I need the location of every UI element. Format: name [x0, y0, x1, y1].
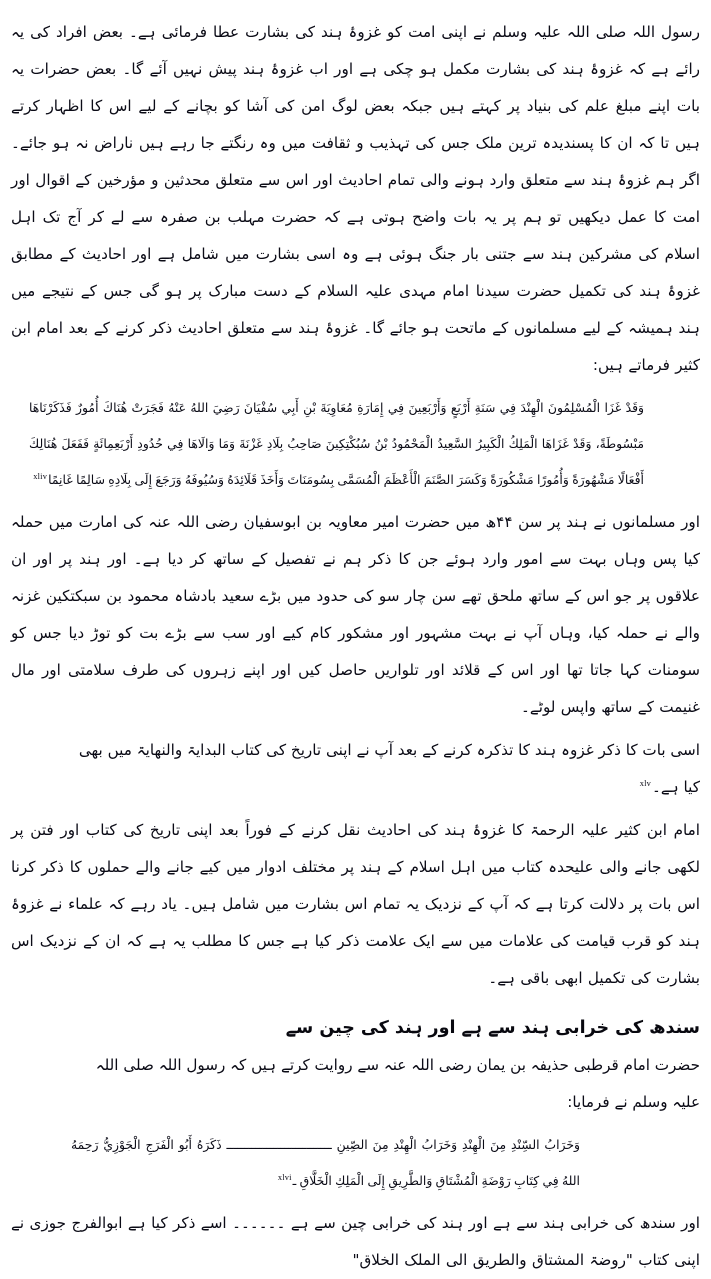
- paragraph-translation-2: اور سندھ کی خرابی ہند سے ہے اور ہند کی خرابی چین سے ہے ۔۔۔۔۔۔ اسے ذکر کیا ہے ابوالفرج جوزی نے اپنی کتاب "روضۃ المشتاق والطریق الی الملک الخلاق": [11, 1214, 700, 1269]
- arabic-quotation-ibn-kathir: [11, 390, 700, 498]
- narration-introduction: حضرت امام قرطبی حذیفہ بن یمان رضی اللہ عنہ سے روایت کرتے ہیں کہ رسول اللہ صلی اللہ علیہ وسلم نے فرمایا:: [95, 1056, 700, 1111]
- paragraph-intro: رسول اللہ صلی اللہ علیہ وسلم نے اپنی امت کو غزوۂ ہند کی بشارت عطا فرمائی ہے۔ بعض افراد کی یہ رائے ہے کہ غزوۂ ہند کی بشارت مکمل ہو چکی ہے اور اب غزوۂ ہند پیش نہیں آئے گا۔ بعض حضرات یہ بات اپنے مبلغ علم کی بنیاد پر کہتے ہیں جبکہ بعض لوگ امن کی آشا کو بچانے کے لیے اس کا اظہار کرتے ہیں تا کہ ان کا پسندیدہ ترین ملک جس کی تہذیب و ثقافت میں وہ رنگتے جا رہے ہیں ناراض نہ ہو جائے۔ اگر ہم غزوۂ ہند سے متعلق وارد ہونے والی تمام احادیث اور اس سے متعلق محدثین و مؤرخین کے اقوال اور امت کا عمل دیکھیں تو ہم پر یہ بات واضح ہوتی ہے کہ حضرت مہلب بن صفرہ سے لے کر آج تک اہل اسلام کی مشرکین ہند سے جتنی بار جنگ ہوئی ہے وہ اسی بشارت میں شامل ہے اور احادیث کے مطابق غزوۂ ہند کی تکمیل حضرت سیدنا امام مہدی علیہ السلام کے دست مبارک پر ہو گی جس کے نتیجے میں ہند ہمیشہ کے لیے مسلمانوں کے ماتحت ہو جائے گا۔ غزوۂ ہند سے متعلق احادیث ذکر کرنے کے بعد امام ابن کثیر فرماتے ہیں:: [11, 23, 700, 374]
- arabic-quotation-text: وَخَرَابُ السِّنْدِ مِنَ الْهِنْدِ وَخَرَابُ الْهِنْدِ مِنَ الصِّينِ ـــــــــــــــــــــــــــــ ذَكَرَهُ أَبُو الْفَرَجِ الْجَوْزِيُّ رَحِمَهُ اللهُ فِي كِتَابِ رَوْضَةِ الْمُشْتَاقِ وَالطَّرِيقِ إِلَى الْمَلِكِ الْخَلَّاقِ ـ: [71, 1137, 580, 1188]
- arabic-quotation-qurtubi: [11, 1127, 700, 1199]
- paragraph-translation-1: اور مسلمانوں نے ہند پر سن ۴۴ھ میں حضرت امیر معاویہ بن ابوسفیان رضی اللہ عنہ کی امارت میں حملہ کیا پس وہاں بہت سے امور وارد ہوئے جن کا ذکر ہم نے تفصیل کے ساتھ کر دیا ہے۔ اور ہند پر اور ان علاقوں پر جو اس کے ساتھ ملحق تھے سن چار سو کی حدود میں بڑے سعید بادشاہ محمود بن سبکتکین غزنہ والے نے حملہ کیا، وہاں آپ نے بہت مشہور اور مشکور کام کیے اور سب سے بڑے بت کو توڑ دیا جس کو سومنات کہا جاتا تھا اور اس کے قلائد اور تلواریں حاصل کیں اور اپنے زہروں کی طرف سلامتی اور مال غنیمت کے ساتھ واپس لوٹے۔: [11, 513, 700, 716]
- paragraph-commentary: امام ابن کثیر علیہ الرحمۃ کا غزوۂ ہند کی احادیث نقل کرنے کے فوراً بعد اپنی تاریخ کی کتاب اور فتن پر لکھی جانے والی علیحدہ کتاب میں اہل اسلام کے ہند پر مختلف ادوار میں کیے جانے والے حملوں کا ذکر کرنا اس بات پر دلالت کرتا ہے کہ آپ کے نزدیک یہ تمام اس بشارت میں شامل ہیں۔ یاد رہے کہ علماء نے غزوۂ ہند کو قرب قیامت کی علامات میں سے ایک علامت ذکر کیا ہے جس کا مطلب یہ ہے کہ ان کے نزدیک اس بشارت کی تکمیل ابھی باقی ہے۔: [11, 821, 700, 987]
- paragraph-bidaya-reference-text: اسی بات کا ذکر غزوہ ہند کا تذکرہ کرنے کے بعد آپ نے اپنی تاریخ کی کتاب البدایۃ والنھایۃ میں بھی کیا ہے۔: [78, 741, 700, 796]
- footnote-marker-xlv: xlv: [639, 778, 652, 788]
- section-heading-sindh-hind: سندھ کی خرابی ہند سے ہے اور ہند کی چین سے: [285, 1018, 700, 1038]
- footnote-marker-xliv: xliv: [33, 471, 48, 481]
- paragraph-bidaya-reference: [11, 732, 700, 806]
- block-spacer: [11, 997, 700, 1009]
- footnote-marker-xlvi: xlvi: [277, 1172, 292, 1182]
- arabic-quotation-text: وَقَدْ غَزَا الْمُسْلِمُونَ الْهِنْدَ فِي سَنَةِ أَرْبَعٍ وَأَرْبَعِينَ فِي إِمَارَةِ مُعَاوِيَةَ بْنِ أَبِي سُفْيَانَ رَضِيَ اللهُ عَنْهُ فَجَرَتْ هُنَاكَ أُمُورٌ فَذَكَرْنَاهَا مَبْسُوطَةً، وَقَدْ غَزَاهَا الْمَلِكُ الْكَبِيرُ السَّعِيدُ الْمَحْمُودُ بْنُ سُبُكْتِكِينَ صَاحِبُ بِلَادِ غَزْنَةَ وَمَا وَالَاهَا فِي حُدُودِ أَرْبَعِمِائَةٍ فَفَعَلَ هُنَالِكَ أَفْعَالًا مَشْهُورَةً وَأُمُورًا مَشْكُورَةً وَكَسَرَ الصَّنَمَ الْأَعْظَمَ الْمُسَمَّى بِسُومَنَاتَ وَأَخَذَ قَلَائِدَهُ وَسُيُوفَهُ وَرَجَعَ إِلَى بِلَادِهِ سَالِمًا غَانِمًا: [29, 400, 644, 487]
